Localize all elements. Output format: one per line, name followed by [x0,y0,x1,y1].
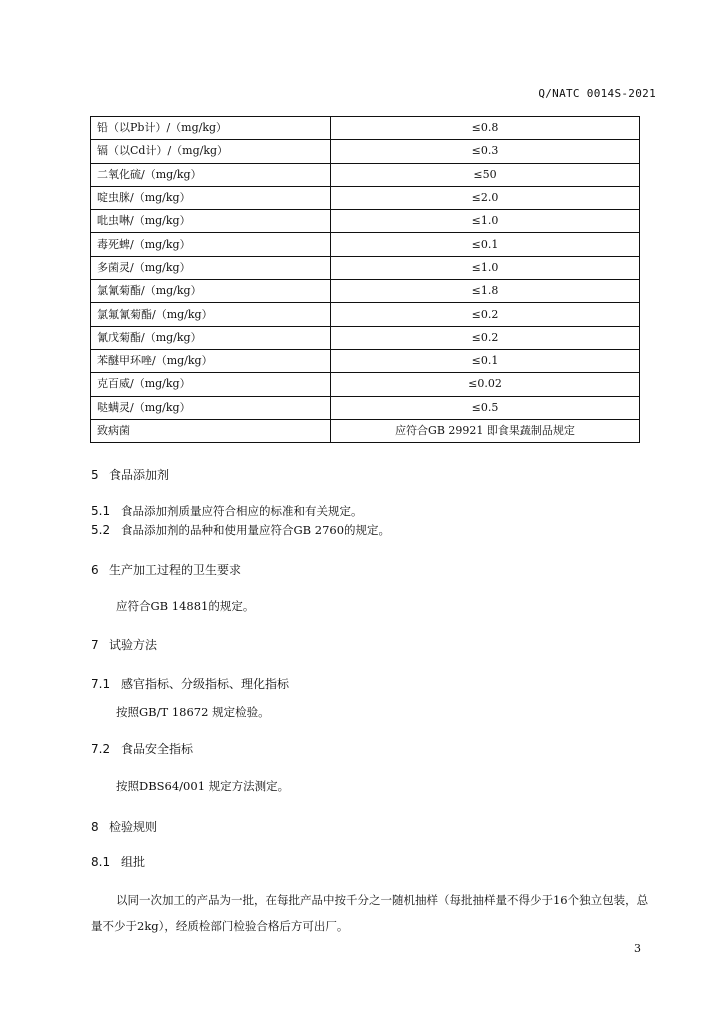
section-7-heading [91,636,157,653]
page-number: 3 [634,942,641,955]
clause-title: 感官指标、分级指标、理化指标 [121,677,290,691]
limits-table [90,116,640,443]
item-cell: 多菌灵/（mg/kg） [91,256,331,279]
limit-value-cell: ≤0.5 [331,396,640,419]
table-row [91,186,640,209]
limit-value-cell: ≤50 [331,163,640,186]
clause-title: 组批 [121,855,146,869]
item-cell: 镉（以Cd计）/（mg/kg） [91,140,331,163]
item-cell: 苯醚甲环唑/（mg/kg） [91,349,331,372]
table-row [91,326,640,349]
clause-7-1-heading [91,675,289,692]
section-title: 食品添加剂 [109,468,170,482]
section-number: 7 [91,638,99,652]
clause-7-2-heading [91,740,193,757]
clause-8-1-heading [91,853,145,870]
clause-number: 5.2 [91,523,111,537]
limit-value-cell: ≤0.2 [331,326,640,349]
clause-text: 食品添加剂的品种和使用量应符合GB 2760的规定。 [121,523,391,537]
item-cell: 氰戊菊酯/（mg/kg） [91,326,331,349]
table-row [91,163,640,186]
clause-text: 食品添加剂质量应符合相应的标准和有关规定。 [121,504,363,518]
section-number: 8 [91,820,99,834]
limit-value-cell: ≤0.1 [331,349,640,372]
clause-title: 食品安全指标 [121,742,194,756]
limit-value-cell: ≤0.02 [331,373,640,396]
limit-value-cell: ≤1.0 [331,210,640,233]
clause-7-1-text: 按照GB/T 18672 规定检验。 [116,705,270,719]
table-row [91,396,640,419]
item-cell: 致病菌 [91,419,331,442]
item-cell: 克百威/（mg/kg） [91,373,331,396]
table-row [91,140,640,163]
table-row [91,280,640,303]
item-cell: 啶虫脒/（mg/kg） [91,186,331,209]
item-cell: 氯氰菊酯/（mg/kg） [91,280,331,303]
item-cell: 哒螨灵/（mg/kg） [91,396,331,419]
item-cell: 毒死蜱/（mg/kg） [91,233,331,256]
limit-value-cell: ≤0.1 [331,233,640,256]
section-number: 6 [91,563,99,577]
item-cell: 二氧化硫/（mg/kg） [91,163,331,186]
section-6-heading [91,561,241,578]
section-title: 检验规则 [109,820,158,834]
table-row [91,419,640,442]
limit-value-cell: 应符合GB 29921 即食果蔬制品规定 [331,419,640,442]
clause-number: 5.1 [91,504,111,518]
section-title: 生产加工过程的卫生要求 [109,563,242,577]
item-cell: 氯氟氰菊酯/（mg/kg） [91,303,331,326]
table-row [91,256,640,279]
limit-value-cell: ≤1.8 [331,280,640,303]
clause-number: 7.2 [91,742,111,756]
limit-value-cell: ≤2.0 [331,186,640,209]
table-row [91,373,640,396]
section-5-heading [91,466,169,483]
table-row [91,117,640,140]
clause-number: 8.1 [91,855,111,869]
table-row [91,349,640,372]
limit-value-cell: ≤0.2 [331,303,640,326]
clause-5-2 [91,522,390,538]
document-code: Q/NATC 0014S-2021 [538,87,656,100]
section-number: 5 [91,468,99,482]
limit-value-cell: ≤1.0 [331,256,640,279]
clause-8-1-text: 以同一次加工的产品为一批，在每批产品中按千分之一随机抽样（每批抽样量不得少于16个独立包装，总量不少于2kg），经质检部门检验合格后方可出厂。 [91,893,649,933]
clause-7-2-text: 按照DBS64/001 规定方法测定。 [116,779,290,793]
clause-5-1 [91,503,363,519]
item-cell: 吡虫啉/（mg/kg） [91,210,331,233]
limit-value-cell: ≤0.8 [331,117,640,140]
table-row [91,303,640,326]
section-6-text: 应符合GB 14881的规定。 [116,599,255,613]
table-row [91,233,640,256]
section-8-heading [91,818,157,835]
clause-number: 7.1 [91,677,111,691]
table-row [91,210,640,233]
section-title: 试验方法 [109,638,158,652]
limit-value-cell: ≤0.3 [331,140,640,163]
item-cell: 铅（以Pb计）/（mg/kg） [91,117,331,140]
